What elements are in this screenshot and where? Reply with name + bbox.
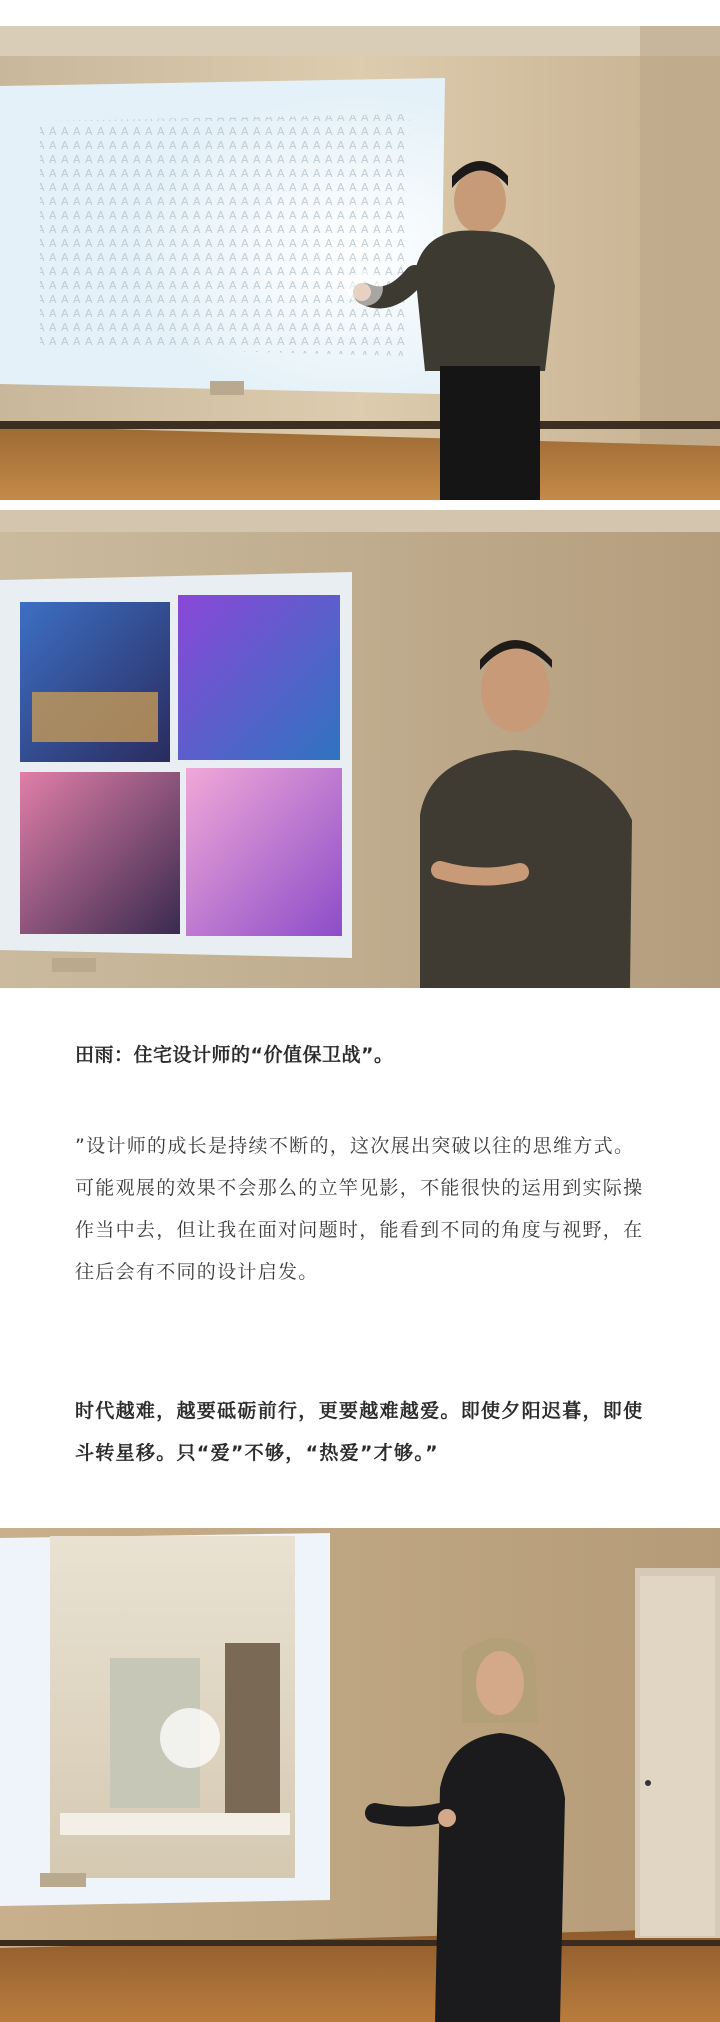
- photo-female-speaker-projection-interior: [0, 1528, 720, 2022]
- quote-text: 时代越难，越要砥砺前行，更要越难越爱。即使夕阳迟暮，即使斗转星移。只“爱”不够，“热爱”才够。”: [75, 1400, 644, 1464]
- paragraph-text: ”设计师的成长是持续不断的，这次展出突破以往的思维方式。可能观展的效果不会那么的立竿见影，不能很快的运用到实际操作当中去，但让我在面对问题时，能看到不同的角度与视野，在往后会有不同的设计启发。: [75, 1135, 644, 1283]
- photo-speaker-projection-collage: [0, 510, 720, 988]
- photo-speaker-projection-pattern: [0, 26, 720, 500]
- article-paragraph: [75, 1125, 645, 1293]
- article-title: 田雨：住宅设计师的“价值保卫战”。: [75, 1044, 394, 1066]
- article-quote: [75, 1390, 645, 1474]
